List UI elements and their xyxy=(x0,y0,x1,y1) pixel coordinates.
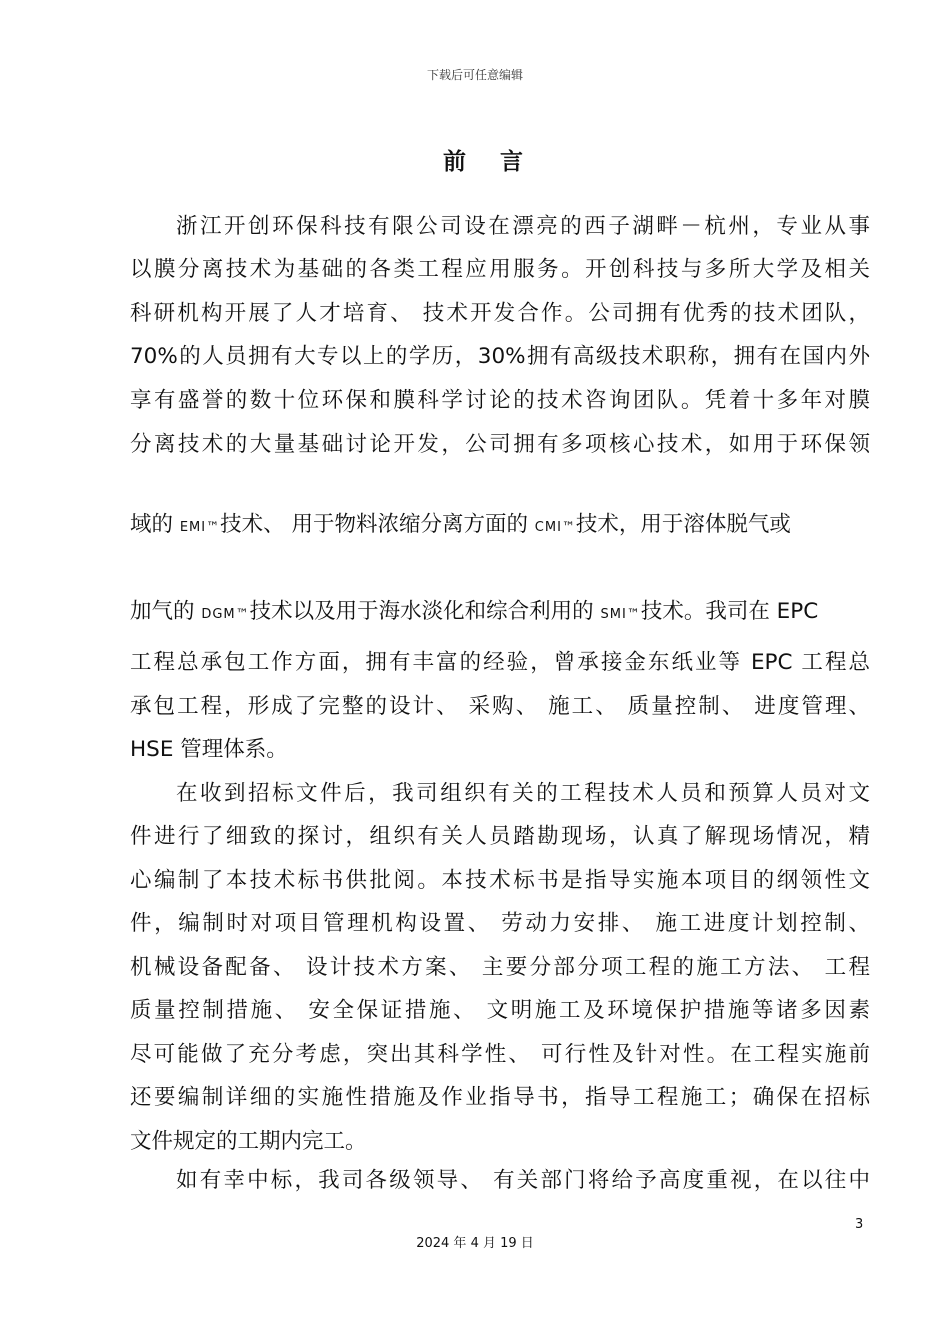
text-segment: 技术以及用于海水淡化和综合利用的 xyxy=(249,599,601,624)
paragraph-1-line-4: 70%的人员拥有大专以上的学历，30%拥有高级技术职称，拥有在国内外 xyxy=(130,344,870,369)
trademark-cmi: CMI™ xyxy=(534,520,576,535)
header-note: 下载后可任意编辑 xyxy=(426,68,523,82)
paragraph-1-line-6: 分离技术的大量基础讨论开发，公司拥有多项核心技术，如用于环保领 xyxy=(130,432,870,457)
paragraph-2-line-6: 质量控制措施、 安全保证措施、 文明施工及环境保护措施等诸多因素 xyxy=(130,998,870,1023)
page-title: 前言 xyxy=(443,149,557,175)
footer-date: 2024 年 4 月 19 日 xyxy=(416,1236,534,1251)
paragraph-2-line-1: 在收到招标文件后，我司组织有关的工程技术人员和预算人员对文 xyxy=(176,781,870,806)
trademark-smi: SMI™ xyxy=(600,607,641,622)
paragraph-1-line-3: 科研机构开展了人才培育、 技术开发合作。公司拥有优秀的技术团队， xyxy=(130,301,870,326)
trademark-emi: EMI™ xyxy=(179,520,221,535)
paragraph-1-line-11: HSE 管理体系。 xyxy=(130,737,288,762)
paragraph-1-line-9: 工程总承包工作方面，拥有丰富的经验，曾承接金东纸业等 EPC 工程总 xyxy=(130,650,870,675)
paragraph-1-line-1: 浙江开创环保科技有限公司设在漂亮的西子湖畔－杭州，专业从事 xyxy=(176,214,870,239)
text-segment: 加气的 xyxy=(130,599,202,624)
paragraph-2-line-7: 尽可能做了充分考虑，突出其科学性、 可行性及针对性。在工程实施前 xyxy=(130,1042,870,1067)
paragraph-2-line-2: 件进行了细致的探讨，组织有关人员踏勘现场，认真了解现场情况，精 xyxy=(130,824,870,849)
paragraph-1-line-2: 以膜分离技术为基础的各类工程应用服务。开创科技与多所大学及相关 xyxy=(130,257,870,282)
paragraph-2-line-5: 机械设备配备、 设计技术方案、 主要分部分项工程的施工方法、 工程 xyxy=(130,955,870,980)
paragraph-1-line-5: 享有盛誉的数十位环保和膜科学讨论的技术咨询团队。凭着十多年对膜 xyxy=(130,388,870,413)
text-segment: 技术，用于溶体脱气或 xyxy=(575,512,791,537)
text-segment: 域的 xyxy=(130,512,180,537)
paragraph-1-line-7 xyxy=(130,510,870,540)
paragraph-2-line-4: 件，编制时对项目管理机构设置、 劳动力安排、 施工进度计划控制、 xyxy=(130,911,870,936)
paragraph-1-line-10: 承包工程，形成了完整的设计、 采购、 施工、 质量控制、 进度管理、 xyxy=(130,694,870,719)
text-segment: 技术。我司在 EPC xyxy=(640,599,819,624)
trademark-dgm: DGM™ xyxy=(201,607,250,622)
paragraph-3-line-1: 如有幸中标，我司各级领导、 有关部门将给予高度重视，在以往中 xyxy=(176,1168,870,1193)
text-segment: 技术、 用于物料浓缩分离方面的 xyxy=(220,512,535,537)
paragraph-1-line-8 xyxy=(130,597,870,627)
paragraph-2-line-8: 还要编制详细的实施性措施及作业指导书，指导工程施工；确保在招标 xyxy=(130,1085,870,1110)
paragraph-2-line-9: 文件规定的工期内完工。 xyxy=(130,1129,367,1154)
page-number: 3 xyxy=(855,1217,864,1232)
paragraph-2-line-3: 心编制了本技术标书供批阅。本技术标书是指导实施本项目的纲领性文 xyxy=(130,868,870,893)
